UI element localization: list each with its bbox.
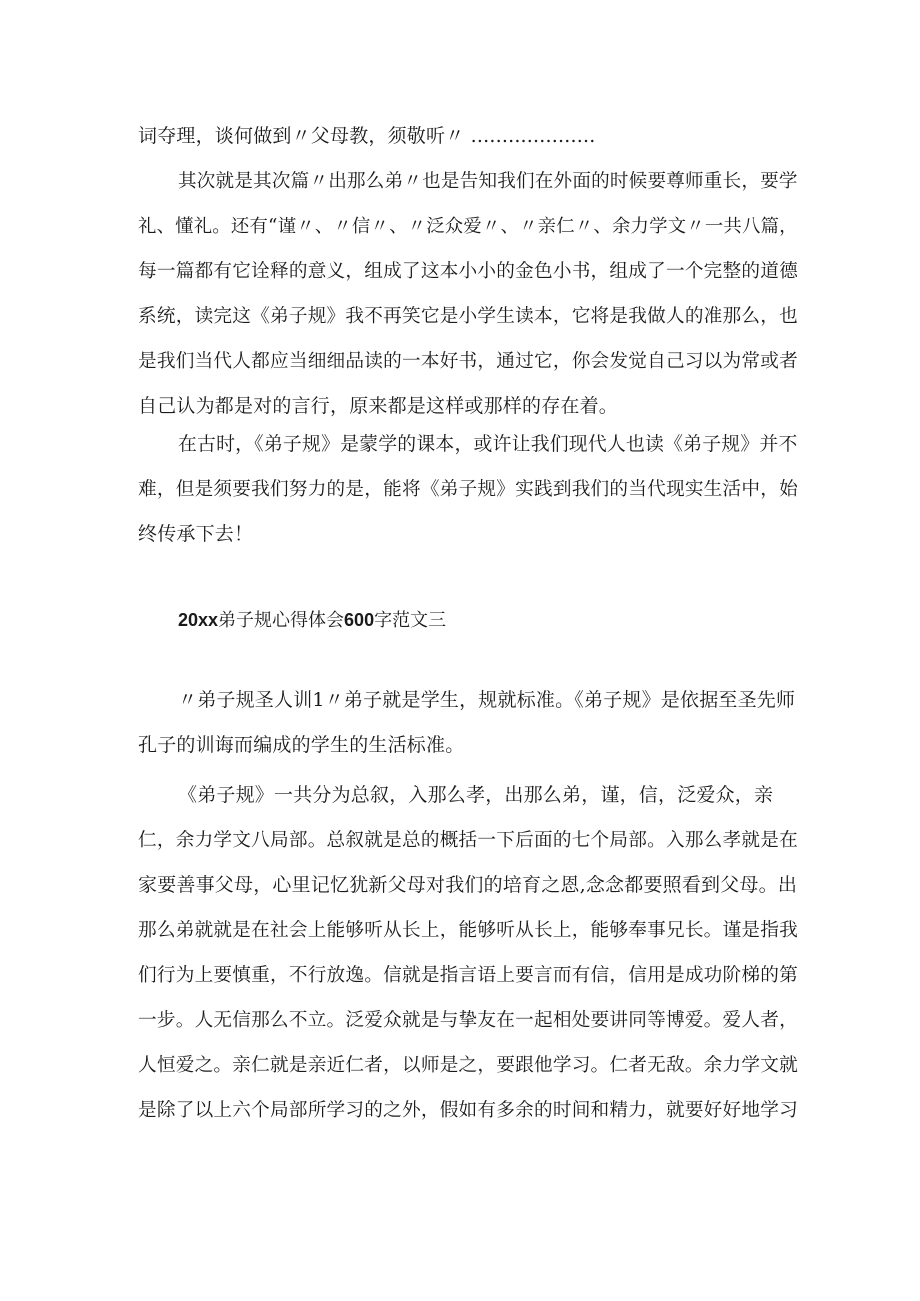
text-line: 是除了以上六个局部所学习的之外，假如有多余的时间和精力，就要好好地学习 <box>138 1100 798 1121</box>
paragraph-continuation <box>138 114 798 159</box>
text-line: 每一篇都有它诠释的意义，组成了这本小小的金色小书，组成了一个完整的道德 <box>138 261 798 282</box>
heading-count: 600 <box>344 610 375 630</box>
text-line: 自己认为都是对的言行，原来都是这样或那样的存在着。 <box>138 395 619 417</box>
text-line: 们行为上要慎重，不行放逸。信就是指言语上要言而有信，信用是成功阶梯的第 <box>138 965 798 986</box>
section-heading <box>178 598 446 643</box>
text-line: 系统，读完这《弟子规》我不再笑它是小学生读本，它将是我做人的准那么，也 <box>138 306 798 327</box>
text-line: 孔子的训诲而编成的学生的生活标准。 <box>138 734 465 756</box>
paragraph-secondly <box>138 159 798 429</box>
heading-title-part: 字范文三 <box>374 610 447 631</box>
text-line: 仁，余力学文八局部。总叙就是总的概括一下后面的七个局部。入那么孝就是在 <box>138 830 798 851</box>
text-line: 《弟子规》一共分为总叙，入那么孝，出那么弟，谨，信，泛爱众，亲 <box>178 784 774 806</box>
text-line: 〃弟子规圣人训1〃弟子就是学生，规就标准。《弟子规》是依据至圣先师 <box>178 689 796 711</box>
text-line: 人恒爱之。亲仁就是亲近仁者，以师是之，要跟他学习。仁者无敌。余力学文就 <box>138 1055 798 1076</box>
paragraph-structure <box>138 773 798 1133</box>
paragraph-intro <box>138 678 798 768</box>
text-line: 那么弟就就是在社会上能够听从长上，能够听从长上，能够奉事兄长。谨是指我 <box>138 920 798 941</box>
text-line: 礼、懂礼。还有“谨〃、〃信〃、〃泛众爱〃、〃亲仁〃、余力学文〃一共八篇， <box>138 216 798 237</box>
text-line: 其次就是其次篇〃出那么弟〃也是告知我们在外面的时候要尊师重长，要学 <box>178 171 798 192</box>
text-line: 终传承下去！ <box>138 523 254 545</box>
text-line: 词夺理，谈何做到〃父母教，须敬听〃 .................... <box>138 125 596 147</box>
heading-title-part: 弟子规心得体会 <box>218 610 345 631</box>
heading-year: 20xx <box>178 610 219 630</box>
text-line: 是我们当代人都应当细细品读的一本好书，通过它，你会发觉自己习以为常或者 <box>138 351 798 372</box>
text-line: 家要善事父母，心里记忆犹新父母对我们的培育之恩,念念都要照看到父母。出 <box>138 874 798 896</box>
text-line: 在古时，《弟子规》是蒙学的课本，或许让我们现代人也读《弟子规》并不 <box>178 433 798 455</box>
text-line: 一步。人无信那么不立。泛爱众就是与挚友在一起相处要讲同等博爱。爱人者， <box>138 1010 798 1031</box>
text-line: 难，但是须要我们努力的是，能将《弟子规》实践到我们的当代现实生活中，始 <box>138 479 798 500</box>
paragraph-ancient-times <box>138 422 798 557</box>
